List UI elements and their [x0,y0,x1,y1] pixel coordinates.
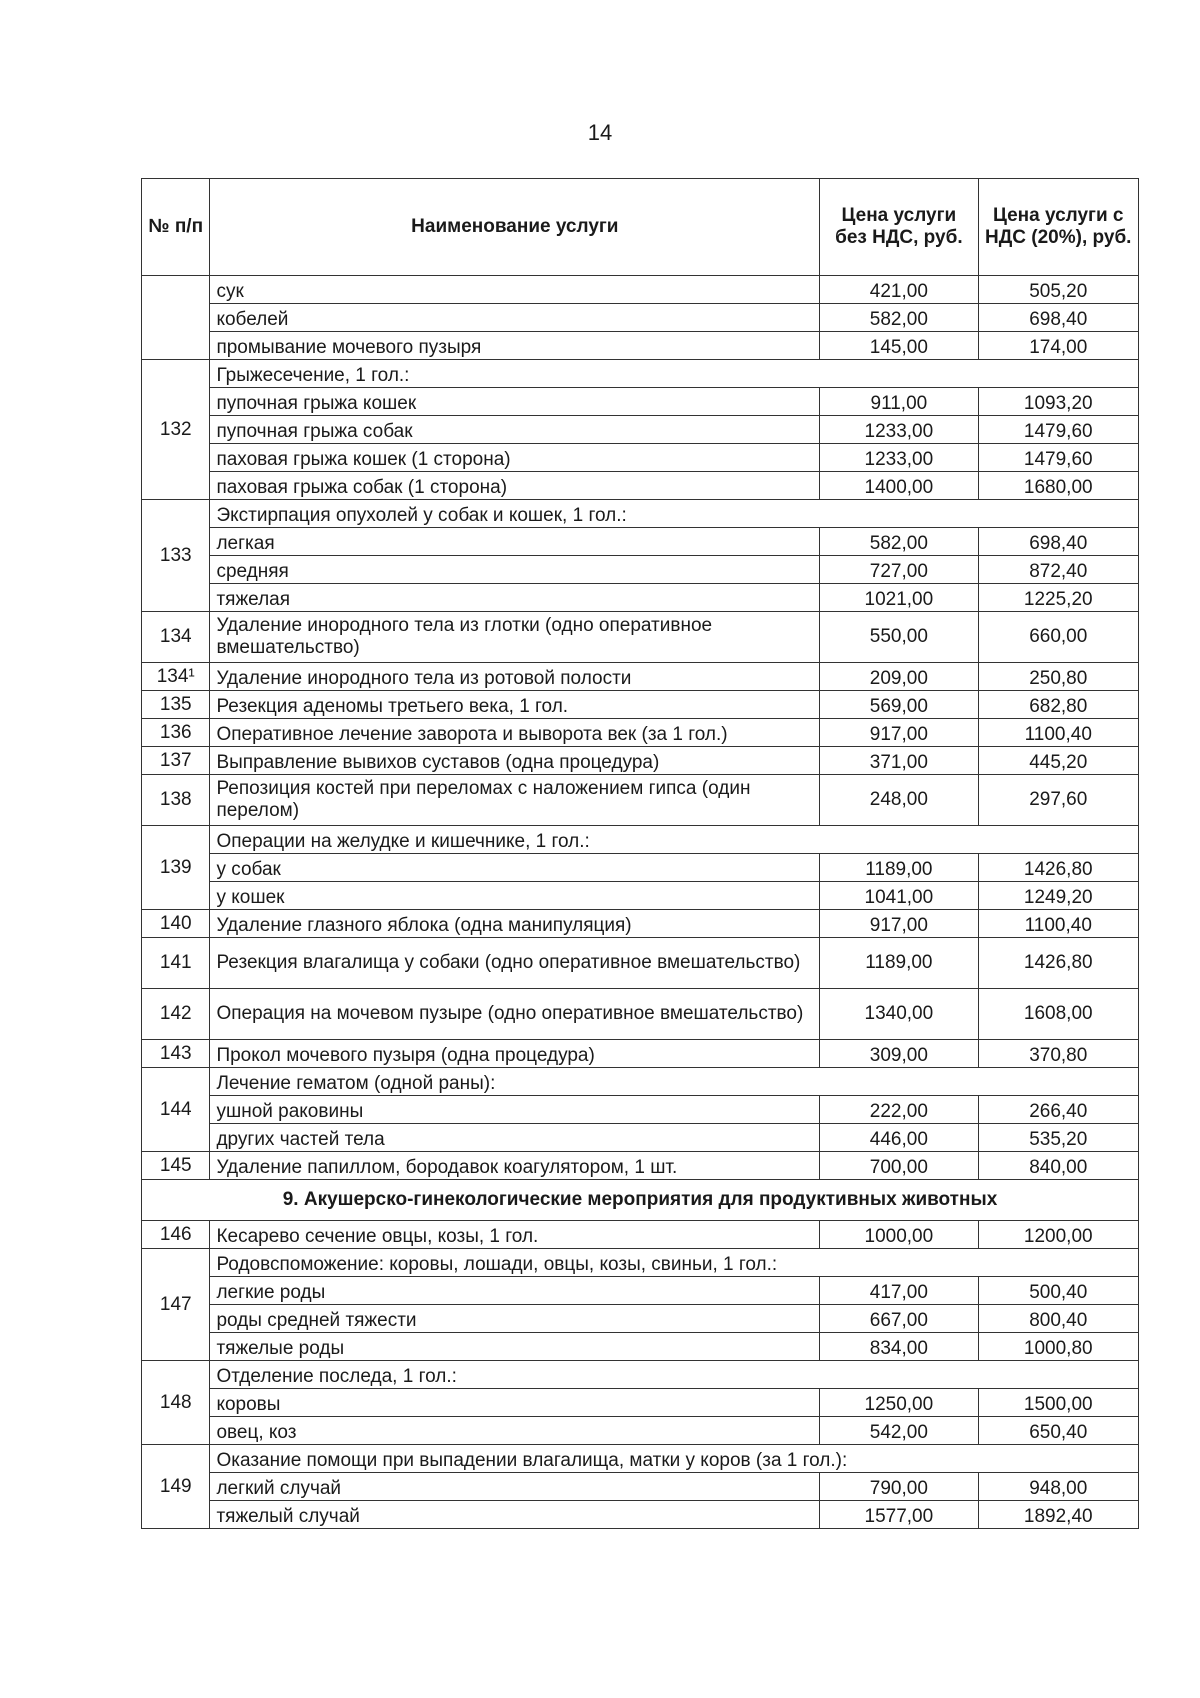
row-price-no-vat: 1021,00 [820,584,978,612]
row-price-vat: 1225,20 [978,584,1138,612]
group-title: Лечение гематом (одной раны): [210,1068,1139,1096]
table-row [142,304,1139,332]
table-row [142,1333,1139,1361]
row-price-vat: 682,80 [978,691,1138,719]
row-price-no-vat: 1250,00 [820,1389,978,1417]
row-num: 135 [142,691,210,719]
table-row [142,1361,1139,1389]
row-name: коровы [210,1389,820,1417]
row-price-vat: 445,20 [978,747,1138,775]
row-num: 143 [142,1040,210,1068]
row-price-vat: 660,00 [978,612,1138,663]
row-name: Резекция аденомы третьего века, 1 гол. [210,691,820,719]
table-row [142,276,1139,304]
row-name: тяжелая [210,584,820,612]
table-row [142,1305,1139,1333]
row-num: 145 [142,1152,210,1180]
row-price-vat: 250,80 [978,663,1138,691]
table-row [142,854,1139,882]
row-name: Кесарево сечение овцы, козы, 1 гол. [210,1221,820,1249]
row-price-vat: 174,00 [978,332,1138,360]
table-row [142,556,1139,584]
row-name: у кошек [210,882,820,910]
row-name: Удаление папиллом, бородавок коагулятором, 1 шт. [210,1152,820,1180]
row-price-no-vat: 421,00 [820,276,978,304]
row-price-no-vat: 569,00 [820,691,978,719]
row-num: 147 [142,1249,210,1361]
row-price-no-vat: 446,00 [820,1124,978,1152]
table-row [142,1473,1139,1501]
row-name: других частей тела [210,1124,820,1152]
row-price-no-vat: 582,00 [820,304,978,332]
row-price-vat: 1479,60 [978,444,1138,472]
row-price-no-vat: 1400,00 [820,472,978,500]
row-price-vat: 1100,40 [978,719,1138,747]
header-price-no-vat: Цена услуги без НДС, руб. [820,179,978,276]
row-price-no-vat: 917,00 [820,910,978,938]
table-row [142,388,1139,416]
row-price-vat: 1608,00 [978,989,1138,1040]
row-name: у собак [210,854,820,882]
table-row [142,332,1139,360]
row-name: Удаление глазного яблока (одна манипуляция) [210,910,820,938]
row-name: легкий случай [210,1473,820,1501]
group-title: Грыжесечение, 1 гол.: [210,360,1139,388]
row-price-vat: 297,60 [978,775,1138,826]
row-name: кобелей [210,304,820,332]
row-num [142,276,210,360]
table-row [142,747,1139,775]
row-name: средняя [210,556,820,584]
table-row [142,472,1139,500]
group-title: Оказание помощи при выпадении влагалища, матки у коров (за 1 гол.): [210,1445,1139,1473]
row-num: 139 [142,826,210,910]
row-price-vat: 500,40 [978,1277,1138,1305]
row-name: овец, коз [210,1417,820,1445]
row-price-vat: 1426,80 [978,854,1138,882]
table-row [142,584,1139,612]
row-name: паховая грыжа собак (1 сторона) [210,472,820,500]
row-price-vat: 1500,00 [978,1389,1138,1417]
table-row [142,882,1139,910]
table-row [142,1096,1139,1124]
table-row [142,938,1139,989]
table-row [142,360,1139,388]
row-price-vat: 1680,00 [978,472,1138,500]
row-name: сук [210,276,820,304]
row-price-no-vat: 667,00 [820,1305,978,1333]
row-price-vat: 1426,80 [978,938,1138,989]
row-price-vat: 1249,20 [978,882,1138,910]
row-name: ушной раковины [210,1096,820,1124]
table-row [142,612,1139,663]
row-name: легкая [210,528,820,556]
row-num: 133 [142,500,210,612]
table-row [142,719,1139,747]
table-row [142,989,1139,1040]
row-num: 138 [142,775,210,826]
table-row [142,1389,1139,1417]
table-row [142,775,1139,826]
table-row [142,691,1139,719]
row-price-no-vat: 1189,00 [820,938,978,989]
table-row [142,1445,1139,1473]
row-price-vat: 948,00 [978,1473,1138,1501]
row-price-no-vat: 1189,00 [820,854,978,882]
row-num: 137 [142,747,210,775]
row-price-no-vat: 582,00 [820,528,978,556]
row-name: Удаление инородного тела из глотки (одно оперативное вмешательство) [210,612,820,663]
table-row [142,826,1139,854]
row-price-vat: 1479,60 [978,416,1138,444]
row-price-vat: 505,20 [978,276,1138,304]
row-price-no-vat: 248,00 [820,775,978,826]
row-name: пупочная грыжа кошек [210,388,820,416]
row-num: 142 [142,989,210,1040]
table-row [142,444,1139,472]
row-price-no-vat: 417,00 [820,1277,978,1305]
row-price-no-vat: 1233,00 [820,416,978,444]
row-price-vat: 266,40 [978,1096,1138,1124]
row-price-no-vat: 222,00 [820,1096,978,1124]
table-row [142,416,1139,444]
row-name: легкие роды [210,1277,820,1305]
table-row [142,1221,1139,1249]
row-name: пупочная грыжа собак [210,416,820,444]
row-num: 149 [142,1445,210,1529]
row-price-no-vat: 917,00 [820,719,978,747]
row-price-vat: 370,80 [978,1040,1138,1068]
row-name: тяжелый случай [210,1501,820,1529]
table-row [142,528,1139,556]
row-price-vat: 1892,40 [978,1501,1138,1529]
row-num: 140 [142,910,210,938]
row-name: паховая грыжа кошек (1 сторона) [210,444,820,472]
row-price-vat: 650,40 [978,1417,1138,1445]
group-title: Операции на желудке и кишечнике, 1 гол.: [210,826,1139,854]
table-row [142,1040,1139,1068]
table-header-row [142,179,1139,276]
table-row [142,1277,1139,1305]
row-num: 136 [142,719,210,747]
header-name: Наименование услуги [210,179,820,276]
row-price-no-vat: 911,00 [820,388,978,416]
row-name: Операция на мочевом пузыре (одно оперативное вмешательство) [210,989,820,1040]
table-row [142,663,1139,691]
row-price-vat: 1100,40 [978,910,1138,938]
header-price-vat: Цена услуги с НДС (20%), руб. [978,179,1138,276]
row-price-vat: 1200,00 [978,1221,1138,1249]
section-row [142,1180,1139,1221]
table-row [142,1124,1139,1152]
row-price-vat: 800,40 [978,1305,1138,1333]
table-row [142,1417,1139,1445]
row-num: 134¹ [142,663,210,691]
group-title: Родовспоможение: коровы, лошади, овцы, козы, свиньи, 1 гол.: [210,1249,1139,1277]
row-num: 141 [142,938,210,989]
row-price-no-vat: 209,00 [820,663,978,691]
row-name: Репозиция костей при переломах с наложением гипса (один перелом) [210,775,820,826]
table-row [142,500,1139,528]
row-name: тяжелые роды [210,1333,820,1361]
row-num: 144 [142,1068,210,1152]
row-price-no-vat: 1577,00 [820,1501,978,1529]
group-title: Экстирпация опухолей у собак и кошек, 1 гол.: [210,500,1139,528]
row-price-vat: 840,00 [978,1152,1138,1180]
row-num: 132 [142,360,210,500]
row-name: Оперативное лечение заворота и выворота век (за 1 гол.) [210,719,820,747]
row-price-vat: 1000,80 [978,1333,1138,1361]
table-row [142,1501,1139,1529]
row-price-no-vat: 550,00 [820,612,978,663]
row-price-no-vat: 542,00 [820,1417,978,1445]
price-table [141,178,1139,1529]
row-price-vat: 535,20 [978,1124,1138,1152]
row-price-no-vat: 1340,00 [820,989,978,1040]
row-price-no-vat: 309,00 [820,1040,978,1068]
row-price-no-vat: 700,00 [820,1152,978,1180]
row-price-no-vat: 1000,00 [820,1221,978,1249]
table-row [142,1152,1139,1180]
row-price-vat: 872,40 [978,556,1138,584]
row-name: Прокол мочевого пузыря (одна процедура) [210,1040,820,1068]
row-num: 148 [142,1361,210,1445]
header-num: № п/п [142,179,210,276]
section-title: 9. Акушерско-гинекологические мероприятия для продуктивных животных [142,1180,1139,1221]
row-name: Выправление вывихов суставов (одна процедура) [210,747,820,775]
row-name: роды средней тяжести [210,1305,820,1333]
page-number: 14 [587,120,613,145]
row-price-no-vat: 834,00 [820,1333,978,1361]
row-price-vat: 698,40 [978,528,1138,556]
row-num: 146 [142,1221,210,1249]
row-price-no-vat: 727,00 [820,556,978,584]
row-price-vat: 1093,20 [978,388,1138,416]
table-row [142,910,1139,938]
row-price-no-vat: 145,00 [820,332,978,360]
row-price-no-vat: 1233,00 [820,444,978,472]
row-price-no-vat: 1041,00 [820,882,978,910]
row-name: Удаление инородного тела из ротовой полости [210,663,820,691]
table-row [142,1068,1139,1096]
row-price-no-vat: 371,00 [820,747,978,775]
row-price-no-vat: 790,00 [820,1473,978,1501]
row-name: промывание мочевого пузыря [210,332,820,360]
row-name: Резекция влагалища у собаки (одно оперативное вмешательство) [210,938,820,989]
row-num: 134 [142,612,210,663]
table-row [142,1249,1139,1277]
group-title: Отделение последа, 1 гол.: [210,1361,1139,1389]
row-price-vat: 698,40 [978,304,1138,332]
